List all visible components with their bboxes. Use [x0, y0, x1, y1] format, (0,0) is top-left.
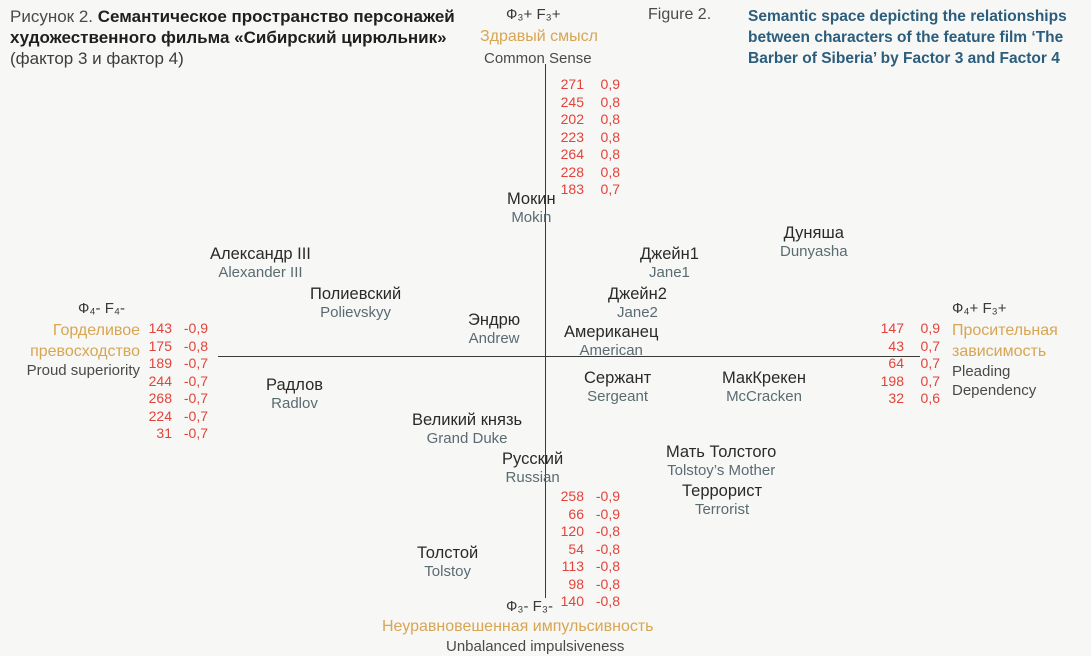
- loading-item-value: -0,8: [595, 523, 620, 539]
- loading-item-id: 258: [560, 488, 584, 504]
- character-node: [780, 224, 848, 261]
- loading-row: [872, 320, 940, 338]
- loading-item-value: 0,6: [920, 390, 940, 406]
- loading-row: [552, 593, 620, 611]
- character-label-ru: Толстой: [417, 544, 479, 562]
- loading-row: [552, 541, 620, 559]
- character-node: [666, 443, 776, 480]
- loading-item-value: -0,7: [183, 355, 208, 371]
- pole-top-label-ru: Здравый смысл: [480, 28, 599, 45]
- character-label-ru: Великий князь: [412, 411, 523, 429]
- loading-item-id: 113: [561, 558, 584, 574]
- loading-item-value: -0,9: [183, 320, 208, 336]
- figure-caption-ru: [10, 6, 480, 69]
- character-label-ru: Полиевский: [310, 285, 402, 303]
- character-label-ru: Эндрю: [468, 311, 521, 329]
- loading-row: [552, 506, 620, 524]
- loading-item-id: 228: [560, 163, 584, 180]
- loading-row: [140, 425, 208, 443]
- pole-bottom-label-en: Unbalanced impulsiveness: [446, 638, 625, 655]
- loadings-table-bottom: [552, 488, 620, 611]
- character-node: [564, 323, 658, 360]
- loading-row: [872, 390, 940, 408]
- loading-row: [872, 338, 940, 356]
- character-label-ru: Мать Толстого: [666, 443, 777, 461]
- loading-item-value: 0,8: [600, 163, 620, 180]
- loading-item-value: 0,8: [600, 93, 620, 110]
- loading-item-id: 64: [888, 355, 904, 371]
- loading-row: [552, 146, 620, 164]
- loading-item-value: -0,9: [595, 505, 620, 522]
- character-label-en: McCracken: [726, 388, 802, 405]
- axis-vertical: [545, 64, 546, 598]
- figure-caption-ru-title: Семантическое пространство персонажей художественного фильма «Сибирский цирюльник»: [10, 7, 455, 47]
- loading-item-value: 0,7: [920, 337, 940, 354]
- loading-item-id: 66: [568, 505, 584, 522]
- loading-item-value: 0,8: [600, 128, 620, 145]
- loading-item-value: -0,8: [595, 540, 620, 557]
- loading-item-id: 140: [560, 593, 584, 609]
- loading-row: [552, 181, 620, 199]
- loading-row: [140, 390, 208, 408]
- character-node: [266, 376, 323, 413]
- loading-item-id: 245: [560, 93, 584, 110]
- figure-caption-en-label: Figure 2.: [648, 6, 712, 23]
- pole-left-label-en: Proud superiority: [26, 362, 140, 379]
- loading-row: [552, 576, 620, 594]
- loading-item-value: -0,8: [595, 558, 620, 574]
- character-node: [682, 482, 762, 519]
- character-label-en: Andrew: [468, 330, 520, 347]
- loading-row: [552, 94, 620, 112]
- character-label-ru: Александр III: [210, 245, 311, 263]
- character-node: [412, 411, 522, 448]
- character-node: [468, 311, 520, 348]
- character-node: [210, 245, 311, 282]
- loading-item-id: 271: [560, 76, 584, 92]
- loading-row: [552, 488, 620, 506]
- loadings-table-left: [140, 320, 208, 443]
- character-label-ru: Джейн1: [640, 245, 699, 263]
- loading-item-id: 98: [568, 575, 584, 592]
- pole-bottom-code: Ф₃- F₃-: [506, 598, 553, 615]
- loading-item-id: 198: [880, 372, 904, 389]
- loading-item-value: -0,7: [183, 390, 208, 406]
- loading-row: [140, 355, 208, 373]
- loading-item-value: 0,7: [920, 372, 940, 389]
- loading-item-value: -0,7: [183, 425, 208, 441]
- loading-item-id: 31: [156, 425, 172, 441]
- loading-item-value: -0,9: [595, 488, 620, 504]
- pole-right-label-ru: Просительная зависимость: [952, 322, 1058, 360]
- character-label-ru: Американец: [564, 323, 659, 341]
- character-label-ru: Дуняша: [783, 224, 844, 242]
- loading-item-id: 32: [888, 390, 904, 406]
- character-label-en: Russian: [505, 469, 560, 486]
- loading-row: [872, 355, 940, 373]
- character-label-ru: Террорист: [682, 482, 763, 500]
- figure-caption-en: Semantic space depicting the relationships between characters of the feature film ‘The Barber of Siberia’ by Factor 3 and Factor 4: [748, 8, 1067, 67]
- loading-row: [552, 111, 620, 129]
- character-node: [507, 190, 556, 227]
- loading-row: [140, 320, 208, 338]
- loading-item-id: 175: [148, 337, 172, 354]
- loading-item-value: 0,7: [920, 355, 940, 371]
- loading-item-id: 268: [148, 390, 172, 406]
- loading-item-id: 189: [148, 355, 172, 371]
- loading-row: [552, 523, 620, 541]
- loading-item-id: 244: [148, 372, 172, 389]
- loading-row: [552, 76, 620, 94]
- character-node: [417, 544, 478, 581]
- character-label-ru: Сержант: [584, 369, 652, 387]
- loading-item-value: 0,8: [600, 111, 620, 127]
- character-node: [722, 369, 806, 406]
- character-label-en: Mokin: [511, 209, 552, 226]
- loading-item-value: 0,9: [600, 76, 620, 92]
- character-label-en: Sergeant: [587, 388, 649, 405]
- loading-item-id: 224: [148, 407, 172, 424]
- pole-right-label-en: Pleading Dependency: [952, 363, 1037, 399]
- pole-bottom-label-ru: Неуравновешенная импульсивность: [382, 618, 654, 635]
- loading-item-id: 183: [560, 181, 584, 197]
- loading-item-value: -0,7: [183, 407, 208, 424]
- character-label-en: Grand Duke: [426, 430, 508, 447]
- character-label-en: Alexander III: [218, 264, 303, 281]
- loading-item-id: 54: [568, 540, 584, 557]
- loading-row: [872, 373, 940, 391]
- pole-top-code: Ф₃+ F₃+: [506, 6, 561, 23]
- loading-item-id: 147: [880, 320, 904, 336]
- pole-left-label-ru: Горделивое превосходство: [30, 322, 140, 360]
- loading-row: [552, 558, 620, 576]
- character-label-en: Jane1: [649, 264, 690, 281]
- loading-row: [552, 164, 620, 182]
- loading-item-value: 0,7: [600, 181, 620, 197]
- loading-row: [140, 373, 208, 391]
- character-label-ru: Мокин: [507, 190, 556, 208]
- loading-item-value: -0,7: [183, 372, 208, 389]
- character-node: [608, 285, 667, 322]
- character-label-ru: Джейн2: [608, 285, 667, 303]
- character-label-ru: Русский: [502, 450, 564, 468]
- loading-item-id: 43: [888, 337, 904, 354]
- character-node: [502, 450, 563, 487]
- loading-item-value: -0,8: [183, 337, 208, 354]
- character-label-en: Dunyasha: [780, 243, 848, 260]
- character-label-en: Terrorist: [694, 501, 750, 518]
- character-label-en: American: [579, 342, 643, 359]
- loading-item-value: 0,9: [920, 320, 940, 336]
- character-label-en: Polievskyy: [320, 304, 392, 321]
- character-node: [640, 245, 699, 282]
- pole-left-code: Ф₄- F₄-: [78, 300, 125, 317]
- character-node: [584, 369, 651, 406]
- loading-row: [552, 129, 620, 147]
- loading-row: [140, 408, 208, 426]
- loadings-table-right: [872, 320, 940, 408]
- character-label-ru: МакКрекен: [722, 369, 806, 387]
- loading-item-id: 120: [560, 523, 584, 539]
- loading-item-value: -0,8: [595, 575, 620, 592]
- character-label-ru: Радлов: [266, 376, 324, 394]
- figure-caption-ru-tail: (фактор 3 и фактор 4): [10, 49, 184, 68]
- loading-item-id: 223: [560, 128, 584, 145]
- character-label-en: Jane2: [617, 304, 658, 321]
- loading-item-id: 264: [560, 146, 584, 162]
- character-label-en: Radlov: [271, 395, 318, 412]
- loading-item-value: -0,8: [595, 593, 620, 609]
- figure-caption-ru-label: Рисунок 2.: [10, 7, 94, 26]
- pole-right-code: Ф₄+ F₃+: [952, 300, 1007, 317]
- pole-top-label-en: Common Sense: [484, 50, 592, 67]
- character-label-en: Tolstoy: [424, 563, 471, 580]
- character-node: [310, 285, 401, 322]
- loading-item-id: 143: [148, 320, 172, 336]
- loading-item-value: 0,8: [600, 146, 620, 162]
- loading-row: [140, 338, 208, 356]
- loading-item-id: 202: [560, 111, 584, 127]
- loadings-table-top: [552, 76, 620, 199]
- character-label-en: Tolstoy’s Mother: [667, 462, 776, 479]
